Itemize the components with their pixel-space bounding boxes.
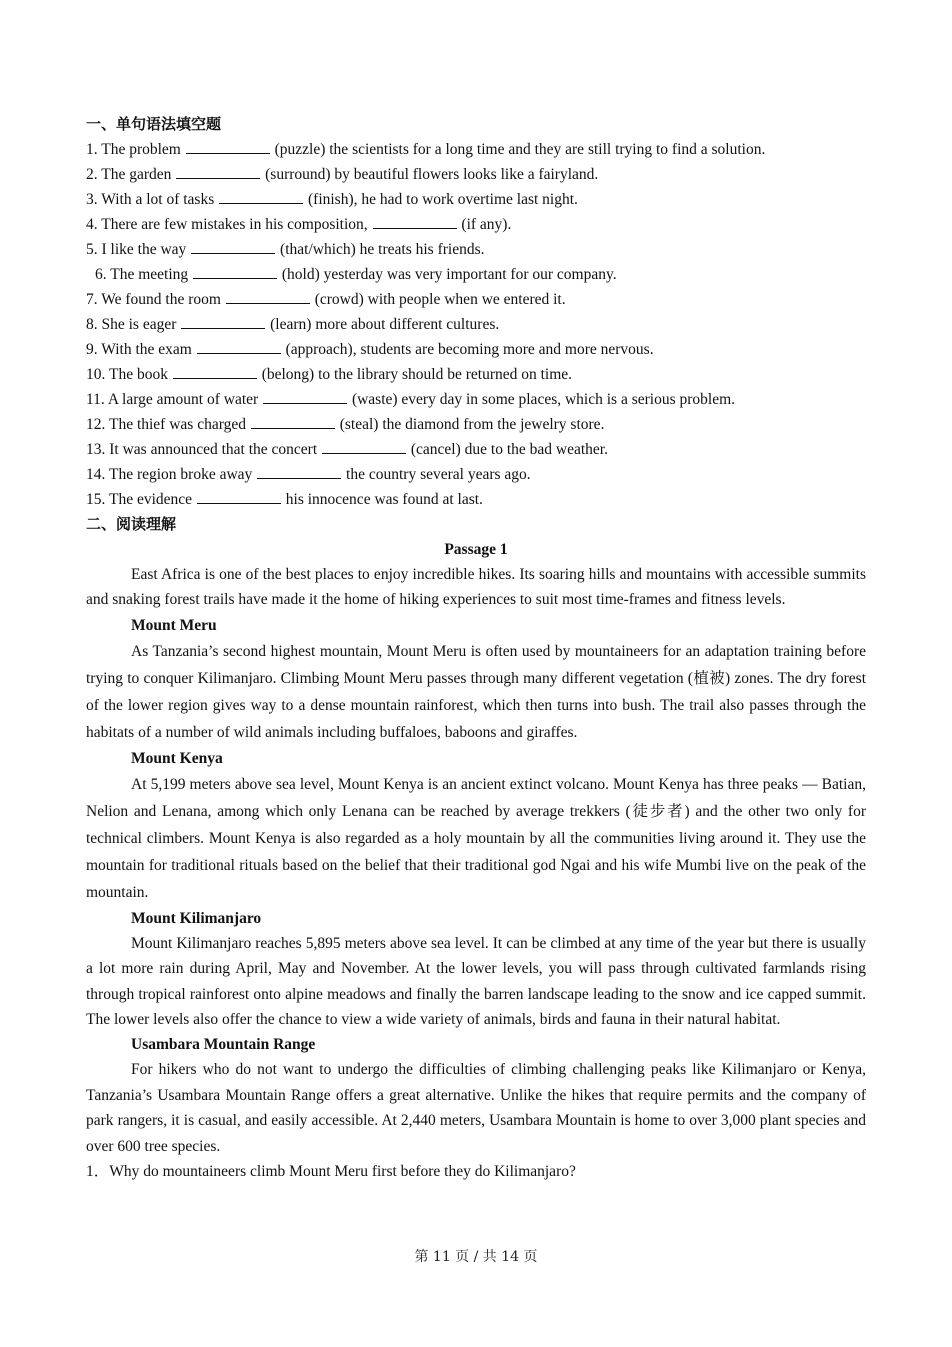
question-stem: 11. A large amount of water bbox=[86, 391, 259, 408]
answer-blank[interactable] bbox=[251, 414, 335, 429]
question-hint: (surround) by beautiful flowers looks like a fairyland. bbox=[265, 166, 599, 183]
answer-blank[interactable] bbox=[226, 289, 310, 304]
answer-blank[interactable] bbox=[176, 164, 260, 179]
answer-blank[interactable] bbox=[193, 264, 277, 279]
grammar-question bbox=[86, 262, 866, 287]
question-stem: 9. With the exam bbox=[86, 341, 192, 358]
grammar-question bbox=[86, 437, 866, 462]
grammar-question bbox=[86, 337, 866, 362]
question-hint: (that/which) he treats his friends. bbox=[280, 241, 485, 258]
page-content bbox=[86, 112, 866, 1184]
question-stem: 5. I like the way bbox=[86, 241, 187, 258]
question-hint: (learn) more about different cultures. bbox=[270, 316, 500, 333]
passage-intro: East Africa is one of the best places to enjoy incredible hikes. Its soaring hills and mountains with accessible summits and snaking forest trails have made it the home of hiking experiences to suit most time-frames and fitness levels. bbox=[86, 566, 866, 609]
grammar-question bbox=[86, 137, 866, 162]
answer-blank[interactable] bbox=[191, 239, 275, 254]
question-stem: 8. She is eager bbox=[86, 316, 177, 333]
grammar-question bbox=[86, 412, 866, 437]
paragraph-mount-meru: As Tanzania’s second highest mountain, Mount Meru is often used by mountaineers for an adaptation training before trying to conquer Kilimanjaro. Climbing Mount Meru passes through many different vegetation (植被) zones. The dry forest of the lower region gives way to a dense mountain rainforest, which then turns into bush. The trail also passes through the habitats of a number of wild animals including buffaloes, baboons and giraffes. bbox=[86, 642, 866, 741]
question-stem: 3. With a lot of tasks bbox=[86, 191, 215, 208]
question-hint: (finish), he had to work overtime last night. bbox=[308, 191, 578, 208]
answer-blank[interactable] bbox=[197, 339, 281, 354]
reading-question-1: 1．Why do mountaineers climb Mount Meru first before they do Kilimanjaro? bbox=[86, 1163, 576, 1181]
question-hint: (belong) to the library should be returned on time. bbox=[261, 366, 573, 383]
question-hint: (cancel) due to the bad weather. bbox=[410, 441, 608, 458]
paragraph-mount-kilimanjaro: Mount Kilimanjaro reaches 5,895 meters above sea level. It can be climbed at any time of the year but there is usually a lot more rain during April, May and November. At the lower levels, you will pass through cultivated farmlands rising through tropical rainforest onto alpine meadows and finally the barren landscape leading to the snow and ice capped summit. The lower levels also offer the chance to view a wide variety of animals, birds and fauna in their natural habitat. bbox=[86, 934, 866, 1029]
question-stem: 13. It was announced that the concert bbox=[86, 441, 318, 458]
answer-blank[interactable] bbox=[322, 439, 406, 454]
question-hint: the country several years ago. bbox=[346, 466, 531, 483]
section-1-heading: 一、单句语法填空题 bbox=[86, 115, 222, 133]
grammar-question bbox=[86, 387, 866, 412]
section-2-heading: 二、阅读理解 bbox=[86, 515, 177, 533]
grammar-question bbox=[86, 462, 866, 487]
answer-blank[interactable] bbox=[173, 364, 257, 379]
page-footer: 第 11 页 / 共 14 页 bbox=[414, 1249, 538, 1265]
question-hint: (approach), students are becoming more and more nervous. bbox=[285, 341, 654, 358]
question-hint: (steal) the diamond from the jewelry store. bbox=[339, 416, 605, 433]
question-stem: 15. The evidence bbox=[86, 491, 193, 508]
question-stem: 12. The thief was charged bbox=[86, 416, 246, 433]
answer-blank[interactable] bbox=[219, 189, 303, 204]
grammar-question bbox=[86, 487, 866, 512]
subheading-usambara: Usambara Mountain Range bbox=[131, 1036, 316, 1054]
answer-blank[interactable] bbox=[181, 314, 265, 329]
question-hint: (hold) yesterday was very important for our company. bbox=[281, 266, 617, 283]
question-hint: (crowd) with people when we entered it. bbox=[314, 291, 566, 308]
question-stem: 7. We found the room bbox=[86, 291, 221, 308]
question-stem: 6. The meeting bbox=[95, 266, 189, 283]
subheading-mount-kilimanjaro: Mount Kilimanjaro bbox=[131, 909, 262, 927]
question-stem: 2. The garden bbox=[86, 166, 172, 183]
question-hint: (puzzle) the scientists for a long time and they are still trying to find a solution. bbox=[274, 141, 766, 158]
question-hint: (waste) every day in some places, which is a serious problem. bbox=[351, 391, 736, 408]
grammar-question bbox=[86, 362, 866, 387]
grammar-question bbox=[86, 212, 866, 237]
question-stem: 10. The book bbox=[86, 366, 168, 383]
paragraph-mount-kenya: At 5,199 meters above sea level, Mount Kenya is an ancient extinct volcano. Mount Kenya has three peaks — Batian, Nelion and Lenana, among which only Lenana can be reached by average trekkers (徒步者) and the other two only for technical climbers. Mount Kenya is also regarded as a holy mountain by all the communities living around it. They use the mountain for traditional rituals based on the belief that their traditional god Ngai and his wife Mumbi live on the peak of the mountain. bbox=[86, 775, 866, 901]
question-hint: (if any). bbox=[461, 216, 512, 233]
subheading-mount-meru: Mount Meru bbox=[131, 616, 217, 634]
question-stem: 4. There are few mistakes in his composition, bbox=[86, 216, 368, 233]
question-hint: his innocence was found at last. bbox=[285, 491, 483, 508]
question-stem: 14. The region broke away bbox=[86, 466, 253, 483]
answer-blank[interactable] bbox=[186, 139, 270, 154]
passage-title: Passage 1 bbox=[444, 541, 508, 558]
paragraph-usambara: For hikers who do not want to undergo the difficulties of climbing challenging peaks like Kilimanjaro or Kenya, Tanzania’s Usambara Mountain Range offers a great alternative. Unlike the hikes that require permits and the company of park rangers, it is casual, and easily accessible. At 2,440 meters, Usambara Mountain is home to over 3,000 plant species and over 600 tree species. bbox=[86, 1061, 866, 1155]
answer-blank[interactable] bbox=[197, 489, 281, 504]
answer-blank[interactable] bbox=[257, 464, 341, 479]
grammar-question bbox=[86, 187, 866, 212]
grammar-question-list bbox=[86, 137, 866, 512]
subheading-mount-kenya: Mount Kenya bbox=[131, 749, 223, 767]
answer-blank[interactable] bbox=[373, 214, 457, 229]
answer-blank[interactable] bbox=[263, 389, 347, 404]
grammar-question bbox=[86, 162, 866, 187]
grammar-question bbox=[86, 237, 866, 262]
grammar-question bbox=[86, 312, 866, 337]
grammar-question bbox=[86, 287, 866, 312]
question-stem: 1. The problem bbox=[86, 141, 181, 158]
